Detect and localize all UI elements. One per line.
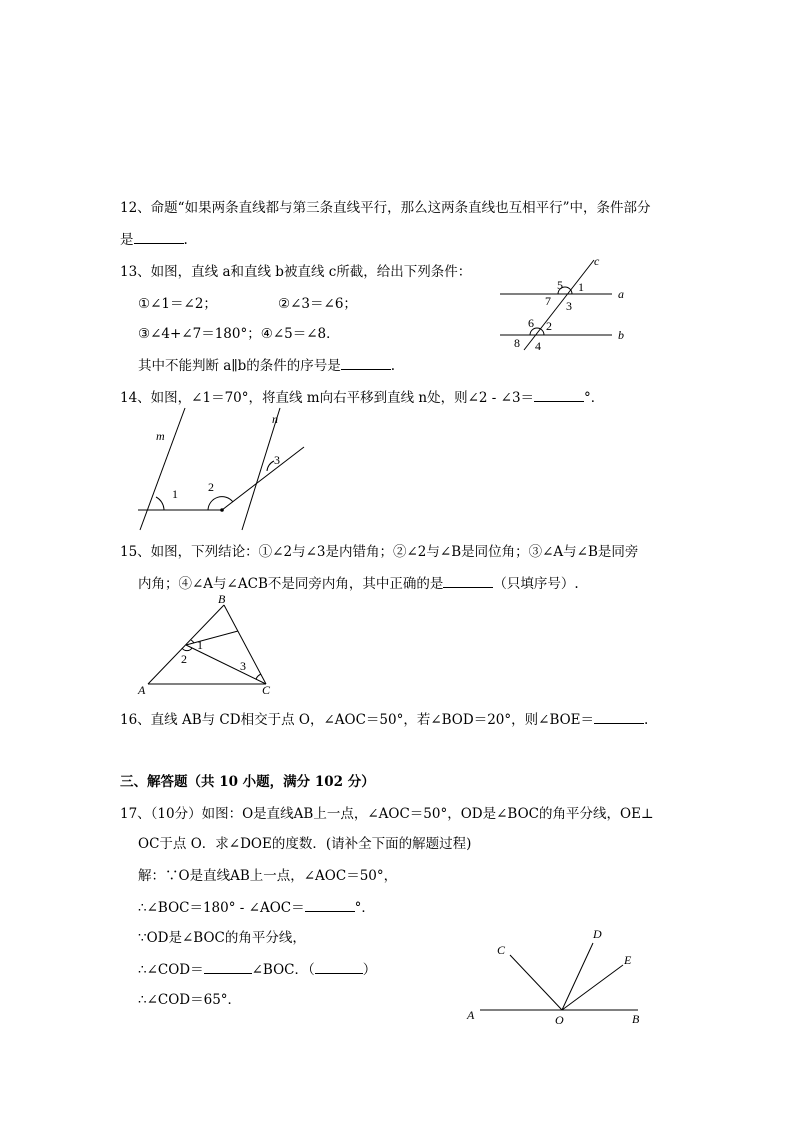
q13-angle-8: 8 <box>514 336 520 350</box>
q14-stem <box>120 386 604 406</box>
q14-answer-blank <box>534 387 584 402</box>
q17-step-4-pre: ∴∠COD＝ <box>138 962 204 978</box>
q17-step-1: 解：∵O是直线AB上一点，∠AOC＝50°， <box>138 868 398 884</box>
q14-stem-pre: 14、如图，∠1＝70°，将直线 m向右平移到直线 n处，则∠2 - ∠3＝ <box>120 390 535 406</box>
q17-figure <box>460 925 650 1030</box>
q15-angle-1: 1 <box>197 638 203 652</box>
q17-line1: 17、（10分）如图：O是直线AB上一点，∠AOC＝50°，OD是∠BOC的角平分线，OE⊥ <box>120 806 654 822</box>
q14-arc-3 <box>267 461 274 471</box>
q17-ray-OC <box>510 955 562 1010</box>
q13-label-a: a <box>618 287 624 301</box>
q13-angle-7: 7 <box>545 294 551 308</box>
q15-label-A: A <box>138 683 146 697</box>
q13-angle-2: 2 <box>546 319 552 333</box>
q13-label-c: c <box>594 254 600 268</box>
q13-condition-2: ②∠3＝∠6； <box>278 296 357 312</box>
q12-line2-pre: 是 <box>120 232 134 248</box>
q15-answer-blank <box>443 573 493 588</box>
q16-stem-pre: 16、直线 AB与 CD相交于点 O，∠AOC＝50°，若∠BOD＝20°，则∠BOE＝ <box>120 712 595 728</box>
q16-answer-blank <box>594 709 644 724</box>
q17-label-E: E <box>624 953 632 967</box>
q17-label-A: A <box>467 1008 475 1022</box>
q13-figure <box>490 250 640 355</box>
q17-step-2-pre: ∴∠BOC＝180° - ∠AOC＝ <box>138 900 305 916</box>
q17-label-C: C <box>497 943 506 957</box>
q15-arc-3 <box>256 674 261 679</box>
q13-angle-6: 6 <box>528 316 534 330</box>
q13-angle-3: 3 <box>566 299 572 313</box>
q15-figure <box>130 590 280 700</box>
q12-line2-post: . <box>183 232 188 248</box>
q17-label-D: D <box>593 927 602 941</box>
q17-step-2-post: °． <box>354 900 375 916</box>
q14-vertex-dot <box>220 508 224 512</box>
q15-line1: 15、如图，下列结论：①∠2与∠3是内错角；②∠2与∠B是同位角；③∠A与∠B是同旁 <box>120 544 639 560</box>
q17-label-O: O <box>555 1013 564 1027</box>
q14-label-n: n <box>272 412 278 426</box>
q17-label-B: B <box>632 1012 640 1026</box>
q17-blank-2 <box>204 959 252 974</box>
q17-ray-OE <box>562 965 623 1010</box>
q17-step-4-post: ） <box>362 962 377 978</box>
q14-label-m: m <box>156 429 165 443</box>
q12-answer-blank <box>134 229 184 244</box>
q14-line-m <box>140 408 185 530</box>
q14-angle-3: 3 <box>274 453 280 467</box>
q17-blank-1 <box>305 897 355 912</box>
q13-line-c <box>524 260 594 350</box>
q13-angle-5: 5 <box>557 278 563 292</box>
q13-answer-blank <box>341 355 391 370</box>
q15-label-C: C <box>262 683 271 697</box>
q14-line-n <box>242 408 280 530</box>
q17-line2: OC于点 O．求∠DOE的度数．(请补全下面的解题过程) <box>138 836 472 852</box>
q15-arc-1 <box>191 640 194 643</box>
q15-line2-post: （只填序号）. <box>493 576 579 592</box>
q12-line2 <box>120 228 188 248</box>
q15-line2 <box>138 572 579 592</box>
q14-arc-1 <box>156 497 164 510</box>
q15-angle-3: 3 <box>240 659 246 673</box>
q14-stem-post: °． <box>584 390 605 406</box>
q13-angle-4: 4 <box>535 339 541 353</box>
q17-blank-3 <box>315 959 363 974</box>
q17-step-5: ∴∠COD＝65°． <box>138 992 242 1008</box>
q13-ask-pre: 其中不能判断 a∥b的条件的序号是 <box>138 358 341 374</box>
q14-slant-line <box>222 447 304 510</box>
q13-condition-1: ①∠1＝∠2； <box>138 296 217 312</box>
q17-step-2 <box>138 896 375 916</box>
q15-line2-pre: 内角；④∠A与∠ACB不是同旁内角，其中正确的是 <box>138 576 444 592</box>
q12-line1: 12、命题“如果两条直线都与第三条直线平行，那么这两条直线也互相平行”中，条件部分 <box>120 200 651 216</box>
q14-angle-1: 1 <box>172 487 178 501</box>
q17-step-4 <box>138 958 376 978</box>
q15-label-B: B <box>218 592 226 606</box>
q13-stem: 13、如图，直线 a和直线 b被直线 c所截，给出下列条件： <box>120 264 472 280</box>
q13-label-b: b <box>618 328 624 342</box>
q13-ask-post: . <box>390 358 396 374</box>
q15-arc-2 <box>182 648 192 651</box>
q17-step-4-mid: ∠BOC．（ <box>251 962 315 978</box>
q13-condition-3-4: ③∠4+∠7＝180°；④∠5＝∠8． <box>138 326 340 342</box>
q13-angle-1: 1 <box>578 280 584 294</box>
q16-stem-post: . <box>644 712 649 728</box>
section-3-heading: 三、解答题（共 10 小题，满分 102 分） <box>120 774 375 790</box>
q17-step-3: ∵OD是∠BOC的角平分线， <box>138 930 306 946</box>
q14-angle-2: 2 <box>208 480 214 494</box>
q14-figure <box>130 405 315 535</box>
q13-ask <box>138 354 395 374</box>
q17-ray-OD <box>562 943 593 1010</box>
q16-stem <box>120 708 648 728</box>
q15-angle-2: 2 <box>181 652 187 666</box>
q14-arc-2 <box>208 497 233 510</box>
